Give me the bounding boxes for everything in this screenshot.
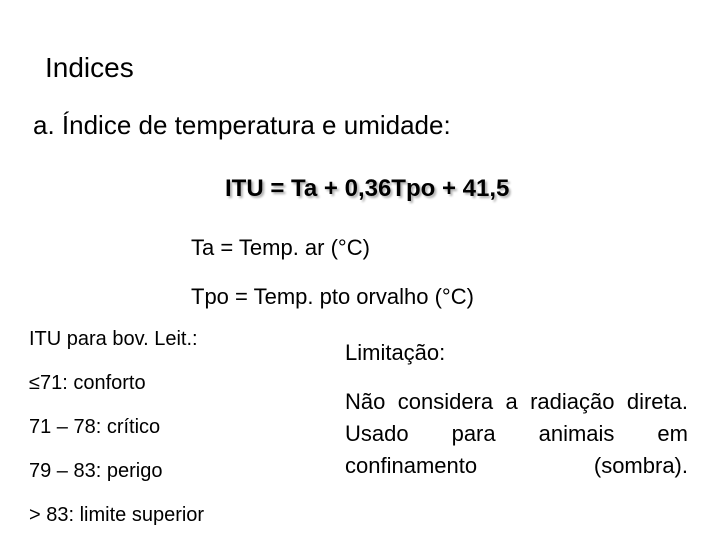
itu-list-item: 79 – 83: perigo — [29, 460, 163, 482]
itu-list-item: ≤71: conforto — [29, 372, 146, 394]
limitation-heading: Limitação: — [345, 340, 446, 365]
itu-formula: ITU = Ta + 0,36Tpo + 41,5 — [225, 175, 510, 202]
definition-tpo: Tpo = Temp. pto orvalho (°C) — [191, 284, 474, 309]
definition-ta: Ta = Temp. ar (°C) — [191, 235, 370, 260]
slide-subtitle: a. Índice de temperatura e umidade: — [33, 110, 451, 140]
limitation-block — [345, 340, 688, 482]
itu-list-item: > 83: limite superior — [29, 504, 205, 526]
itu-list-heading: ITU para bov. Leit.: — [29, 328, 198, 350]
limitation-text: Não considera a radiação direta. Usado para animais em confinamento (sombra). — [345, 389, 688, 478]
itu-list-item: 71 – 78: crítico — [29, 416, 161, 438]
slide-title: Indices — [45, 52, 134, 83]
